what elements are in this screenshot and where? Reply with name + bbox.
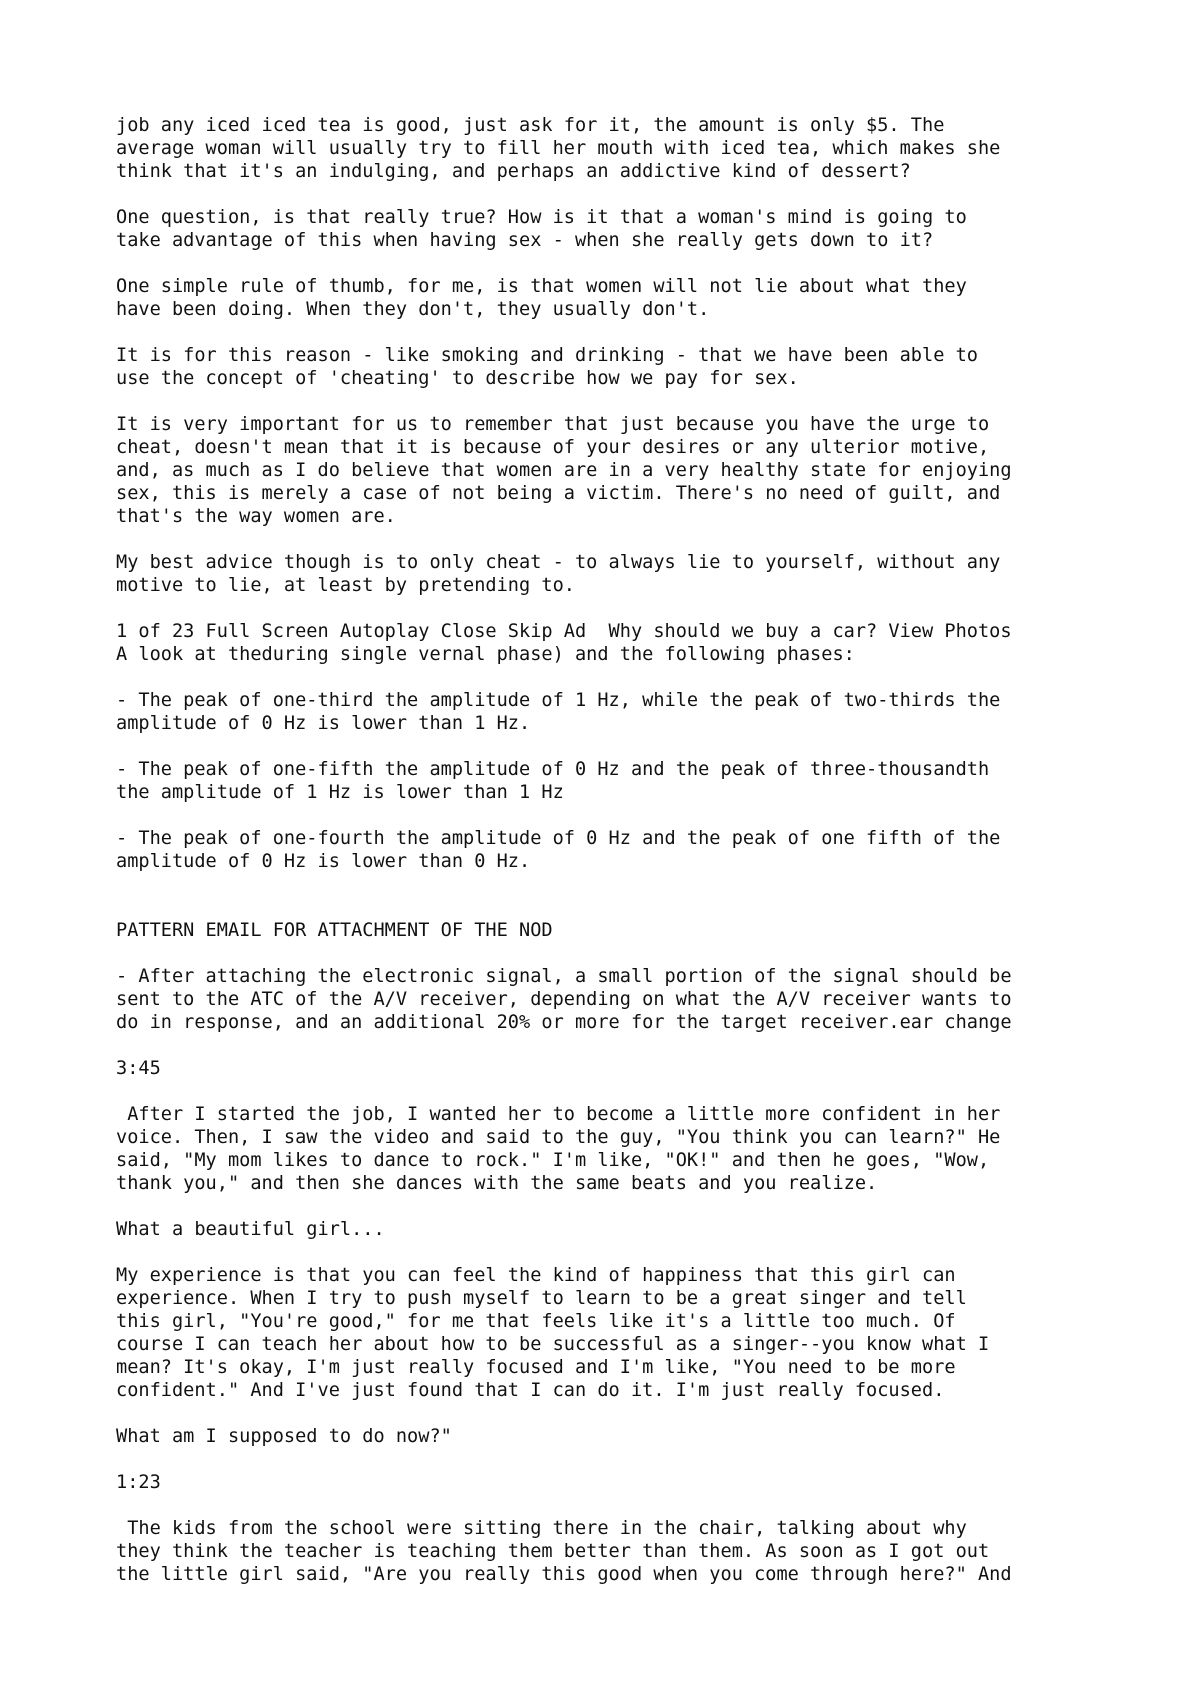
paragraph-experience: My experience is that you can feel the kind of happiness that this girl can experience. When I try to push myself to learn to be a great singer and tell this girl, "You're good," for me that feels like it's a little too much. Of course I can teach her about how to be successful as a singer--you know what I mean? It's okay, I'm just really focused and I'm like, "You need to be more confident." And I've just found that I can do it. I'm just really focused.	[116, 1265, 990, 1401]
list-item-peak-one-third: - The peak of one-third the amplitude of 1 Hz, while the peak of two-thirds the amplitude of 0 Hz is lower than 1 Hz.	[116, 690, 1001, 734]
paragraph-iced-tea: job any iced iced tea is good, just ask for it, the amount is only $5. The average woman will usually try to fill her mouth with iced tea, which makes she think that it's an indulging, and perhaps an addictive kind of dessert?	[116, 115, 1001, 182]
paragraph-important: It is very important for us to remember that just because you have the urge to cheat, doesn't mean that it is because of your desires or any ulterior motive, and, as much as I do believe that women are in a very healthy state for enjoying sex, this is merely a case of not being a victim. There's no need of guilt, and that's the way women are.	[116, 414, 1012, 527]
paragraph-photo-gallery: 1 of 23 Full Screen Autoplay Close Skip Ad Why should we buy a car? View Photos A look at theduring single vernal phase) and the following phases:	[116, 621, 1012, 665]
paragraph-rule-of-thumb: One simple rule of thumb, for me, is that women will not lie about what they have been doing. When they don't, they usually don't.	[116, 276, 967, 320]
section-heading: PATTERN EMAIL FOR ATTACHMENT OF THE NOD	[116, 920, 553, 941]
timestamp-first: 3:45	[116, 1058, 161, 1079]
document-page	[116, 114, 1116, 1609]
paragraph-started-job: After I started the job, I wanted her to become a little more confident in her voice. Then, I saw the video and said to the guy, "You think you can learn?" He said, "My mom likes to dance to rock." I'm like, "OK!" and then he goes, "Wow, thank you," and then she dances with the same beats and you realize.	[116, 1104, 1001, 1194]
paragraph-beautiful-girl: What a beautiful girl...	[116, 1219, 385, 1240]
paragraph-one-question: One question, is that really true? How is it that a woman's mind is going to take advantage of this when having sex - when she really gets down to it?	[116, 207, 967, 251]
spacer	[116, 896, 1116, 919]
paragraph-supposed-to-do: What am I supposed to do now?"	[116, 1426, 452, 1447]
timestamp-second: 1:23	[116, 1472, 161, 1493]
list-item-attaching-signal: - After attaching the electronic signal, a small portion of the signal should be sent to the ATC of the A/V receiver, depending on what the A/V receiver wants to do in response, and an additional 20% or more for the target receiver.ear change	[116, 966, 1012, 1033]
paragraph-this-reason: It is for this reason - like smoking and drinking - that we have been able to use the concept of 'cheating' to describe how we pay for sex.	[116, 345, 978, 389]
paragraph-kids-school: The kids from the school were sitting there in the chair, talking about why they think the teacher is teaching them better than them. As soon as I got out the little girl said, "Are you really this good when you come through here?" And	[116, 1518, 1012, 1585]
list-item-peak-one-fourth: - The peak of one-fourth the amplitude of 0 Hz and the peak of one fifth of the amplitude of 0 Hz is lower than 0 Hz.	[116, 828, 1001, 872]
paragraph-best-advice: My best advice though is to only cheat - to always lie to yourself, without any motive to lie, at least by pretending to.	[116, 552, 1001, 596]
list-item-peak-one-fifth: - The peak of one-fifth the amplitude of 0 Hz and the peak of three-thousandth the amplitude of 1 Hz is lower than 1 Hz	[116, 759, 990, 803]
